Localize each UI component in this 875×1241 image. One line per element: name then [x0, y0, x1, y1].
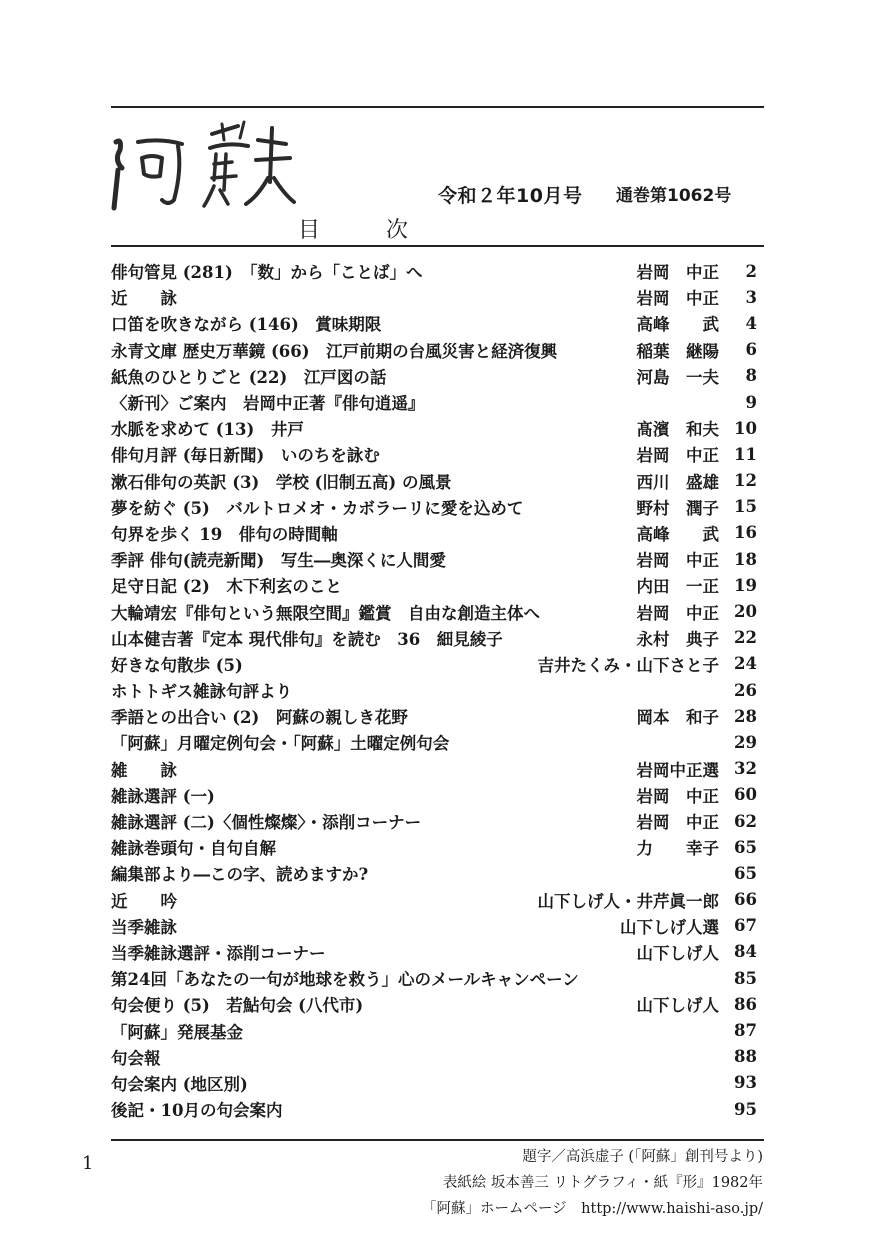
toc-row [111, 677, 757, 703]
toc-page: 86 [734, 994, 757, 1014]
toc-page: 66 [734, 890, 757, 910]
toc-page: 11 [734, 444, 757, 464]
toc-row [111, 258, 757, 284]
toc-row [111, 887, 757, 913]
title-credit: 題字／高浜虚子 (「阿蘇」創刊号より) [522, 1149, 763, 1165]
toc-author: 岩岡 中正 [636, 289, 719, 309]
toc-author: 西川 盛雄 [636, 472, 719, 492]
toc-row [111, 782, 757, 808]
toc-page: 8 [745, 366, 757, 386]
toc-author: 高峰 武 [636, 524, 719, 544]
toc-title: 「阿蘇」発展基金 [111, 1022, 243, 1042]
toc-author: 高峰 武 [636, 315, 719, 335]
toc-title: 永青文庫 歴史万華鏡 (66) 江戸前期の台風災害と経済復興 [111, 341, 558, 361]
toc-row [111, 520, 757, 546]
toc-title: 俳句月評 (毎日新聞) いのちを詠む [111, 446, 380, 466]
toc-title: 夢を紡ぐ (5) バルトロメオ・カボラーリに愛を込めて [111, 498, 524, 518]
toc-row [111, 363, 757, 389]
toc-page: 29 [734, 732, 757, 752]
toc-page: 95 [734, 1099, 757, 1119]
toc-title: 漱石俳句の英訳 (3) 学校 (旧制五高) の風景 [111, 472, 452, 492]
toc-title: 当季雑詠 [111, 917, 177, 937]
toc-row [111, 756, 757, 782]
toc-page: 28 [734, 706, 757, 726]
toc-row [111, 991, 757, 1017]
toc-page: 4 [745, 313, 757, 333]
toc-author: 岩岡 中正 [636, 786, 719, 806]
toc-title: 俳句管見 (281) 「数」から「ことば」へ [111, 263, 423, 283]
calligraphy-logo-icon [108, 120, 298, 212]
toc-author: 岩岡 中正 [636, 446, 719, 466]
toc-author: 岩岡 中正 [636, 813, 719, 833]
issue-date: 令和２年10月号 [438, 185, 583, 207]
credits [422, 1144, 763, 1222]
toc-page: 24 [734, 654, 757, 674]
toc-page: 18 [734, 549, 757, 569]
toc-row [111, 860, 757, 886]
toc-title: 好きな句散歩 (5) [111, 655, 243, 675]
toc-title: 雑 詠 [111, 760, 177, 780]
cover-credit: 表紙絵 坂本善三 リトグラフィ・紙『形』1982年 [442, 1175, 763, 1191]
footer-rule [111, 1139, 764, 1141]
toc-row [111, 913, 757, 939]
toc-row [111, 834, 757, 860]
toc-row [111, 389, 757, 415]
table-of-contents [111, 258, 757, 1122]
toc-row [111, 625, 757, 651]
toc-title: 季評 俳句(読売新聞) 写生―奥深くに人間愛 [111, 551, 446, 571]
toc-title: 「阿蘇」月曜定例句会・「阿蘇」土曜定例句会 [111, 734, 450, 754]
toc-author: 岩岡 中正 [636, 263, 719, 283]
toc-author: 岩岡中正選 [636, 760, 719, 780]
toc-page: 9 [745, 392, 757, 412]
issue-volume: 通巻第1062号 [616, 186, 732, 206]
toc-row [111, 441, 757, 467]
toc-row [111, 1070, 757, 1096]
toc-author: 内田 一正 [636, 577, 719, 597]
toc-title: 句会案内 (地区別) [111, 1074, 248, 1094]
toc-row [111, 415, 757, 441]
toc-page: 65 [734, 837, 757, 857]
toc-row [111, 572, 757, 598]
toc-title: 当季雑詠選評・添削コーナー [111, 943, 326, 963]
toc-title: 編集部より―この字、読めますか? [111, 865, 369, 885]
toc-title: 後記・10月の句会案内 [111, 1101, 283, 1121]
toc-author: 山下しげ人選 [620, 917, 719, 937]
toc-page: 87 [734, 1021, 757, 1041]
header-rule [111, 245, 764, 247]
toc-page: 3 [745, 287, 757, 307]
top-rule [111, 106, 764, 108]
toc-title: 近 吟 [111, 891, 177, 911]
toc-page: 2 [745, 261, 757, 281]
toc-row [111, 1044, 757, 1070]
toc-author: 野村 潤子 [636, 498, 719, 518]
toc-page: 10 [734, 418, 757, 438]
magazine-logo [108, 120, 298, 212]
toc-title: 句会報 [111, 1048, 161, 1068]
toc-row [111, 310, 757, 336]
toc-page: 16 [734, 523, 757, 543]
toc-page: 12 [734, 471, 757, 491]
toc-author: 河島 一夫 [636, 367, 719, 387]
toc-row [111, 337, 757, 363]
toc-page: 93 [734, 1073, 757, 1093]
toc-page: 62 [734, 811, 757, 831]
toc-author: 山下しげ人・井芹眞一郎 [537, 891, 719, 911]
toc-author: 岩岡 中正 [636, 603, 719, 623]
toc-page: 88 [734, 1047, 757, 1067]
toc-heading: 目 次 [298, 218, 431, 243]
page-number: 1 [82, 1153, 94, 1174]
toc-page: 84 [734, 942, 757, 962]
toc-title: 紙魚のひとりごと (22) 江戸図の話 [111, 367, 387, 387]
toc-title: 山本健吉著『定本 現代俳句』を読む 36 細見綾子 [111, 629, 503, 649]
toc-title: 近 詠 [111, 289, 177, 309]
toc-page: 26 [734, 680, 757, 700]
toc-page: 67 [734, 916, 757, 936]
toc-row [111, 494, 757, 520]
toc-author: 髙濱 和夫 [636, 420, 719, 440]
toc-title: 雑詠選評 (二)〈個性燦燦〉・添削コーナー [111, 813, 422, 833]
toc-title: 雑詠巻頭句・自句自解 [111, 839, 276, 859]
toc-title: 足守日記 (2) 木下利玄のこと [111, 577, 342, 597]
toc-row [111, 1017, 757, 1043]
toc-page: 22 [734, 628, 757, 648]
toc-row [111, 546, 757, 572]
toc-title: 大輪靖宏『俳句という無限空間』鑑賞 自由な創造主体へ [111, 603, 540, 623]
toc-row [111, 703, 757, 729]
toc-page: 6 [745, 340, 757, 360]
toc-page: 15 [734, 497, 757, 517]
toc-row [111, 808, 757, 834]
toc-title: 季語との出合い (2) 阿蘇の親しき花野 [111, 708, 408, 728]
toc-page: 19 [734, 575, 757, 595]
toc-title: 第24回「あなたの一句が地球を救う」心のメールキャンペーン [111, 970, 579, 990]
toc-row [111, 468, 757, 494]
toc-author: 山下しげ人 [636, 943, 719, 963]
toc-author: 力 幸子 [636, 839, 719, 859]
toc-row [111, 651, 757, 677]
toc-row [111, 729, 757, 755]
toc-title: 〈新刊〉ご案内 岩岡中正著『俳句逍遥』 [111, 394, 425, 414]
toc-row [111, 598, 757, 624]
toc-author: 岩岡 中正 [636, 551, 719, 571]
toc-page: 32 [734, 759, 757, 779]
toc-row [111, 1096, 757, 1122]
toc-row [111, 965, 757, 991]
toc-title: 水脈を求めて (13) 井戸 [111, 420, 304, 440]
toc-title: ホトトギス雑詠句評より [111, 682, 293, 702]
toc-row [111, 284, 757, 310]
toc-title: 口笛を吹きながら (146) 賞味期限 [111, 315, 382, 335]
homepage-link[interactable]: 「阿蘇」ホームページ http://www.haishi-aso.jp/ [421, 1201, 763, 1217]
toc-page: 60 [734, 785, 757, 805]
toc-author: 稲葉 継陽 [636, 341, 719, 361]
toc-title: 句会便り (5) 若鮎句会 (八代市) [111, 996, 364, 1016]
toc-page: 85 [734, 968, 757, 988]
toc-page: 20 [734, 602, 757, 622]
toc-title: 句界を歩く 19 俳句の時間軸 [111, 524, 338, 544]
toc-author: 永村 典子 [636, 629, 719, 649]
toc-page: 65 [734, 863, 757, 883]
toc-row [111, 939, 757, 965]
toc-author: 吉井たくみ・山下さと子 [537, 655, 719, 675]
toc-author: 岡本 和子 [636, 708, 719, 728]
toc-title: 雑詠選評 (一) [111, 786, 215, 806]
toc-author: 山下しげ人 [636, 996, 719, 1016]
